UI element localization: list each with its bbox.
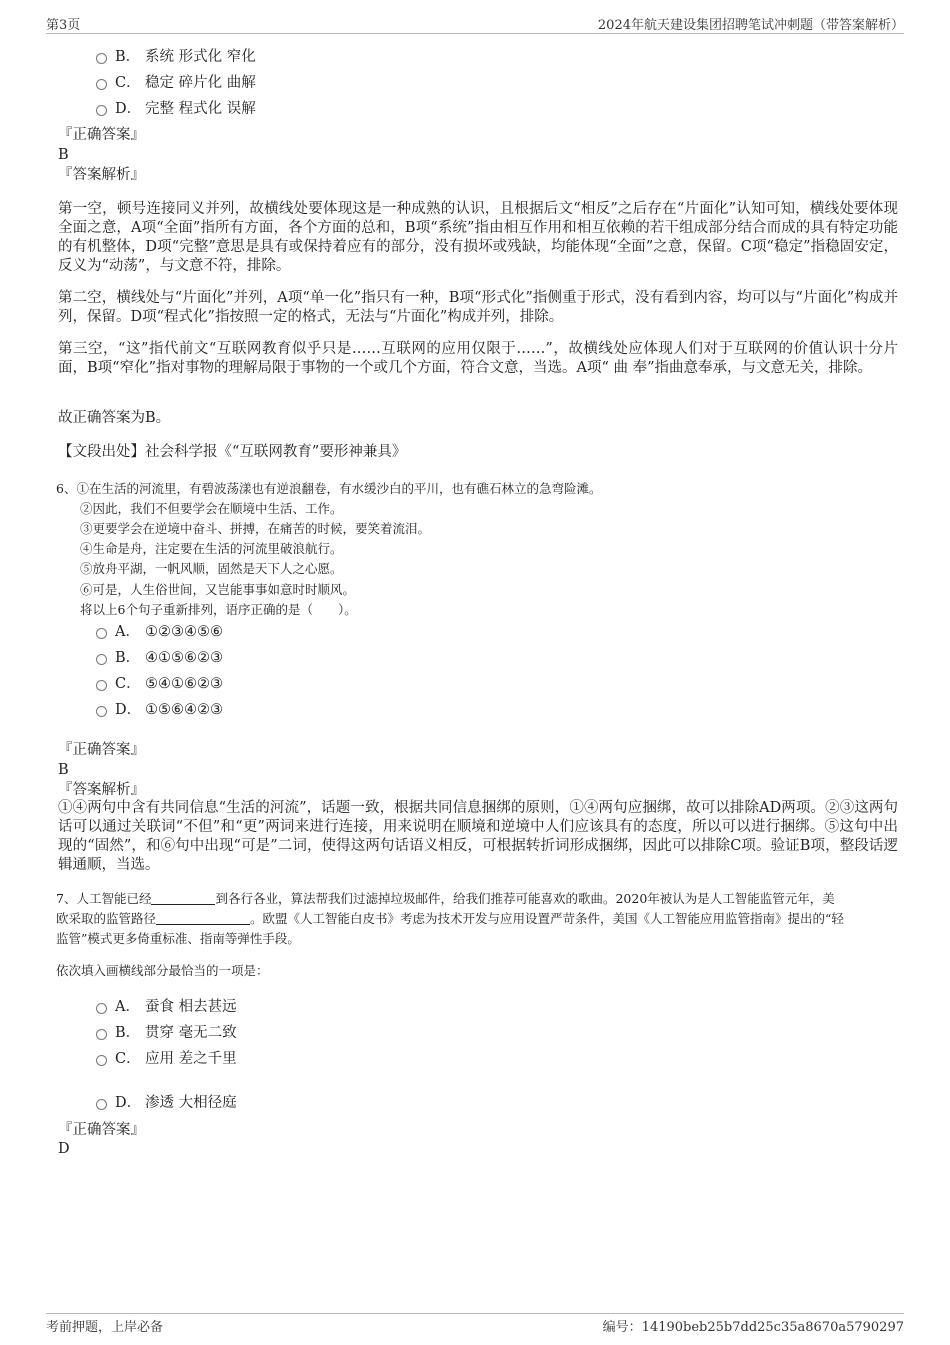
- q7-option-d[interactable]: D． 渗透 大相径庭: [96, 1093, 237, 1113]
- q7-stem-line-2: 欧采取的监管路径 。欧盟《人工智能白皮书》考虑为技术开发与应用设置严苛条件，美国《人工智能应用监管指南》提出的“轻: [56, 911, 844, 926]
- radio-icon[interactable]: [96, 1029, 107, 1040]
- radio-icon[interactable]: [96, 706, 107, 717]
- blank-2: [156, 911, 250, 925]
- q7-option-c[interactable]: C． 应用 差之千里: [96, 1049, 237, 1069]
- document-title: 2024年航天建设集团招聘笔试冲刺题（带答案解析）: [597, 18, 904, 33]
- radio-icon[interactable]: [96, 1003, 107, 1014]
- q5-analysis-paragraph-3: 第三空，“这”指代前文“互联网教育似乎只是……互联网的应用仅限于……”，故横线处应体现人们对于互联网的价值认识十分片面，B项“窄化”指对事物的理解局限于事物的一个或几个方面，符合文意，当选。A项“ 曲 奉”指曲意奉承，与文意无关，排除。: [58, 341, 898, 376]
- document-id: 编号：14190beb25b7dd25c35a8670a5790297: [602, 1320, 904, 1335]
- q7-option-b[interactable]: B． 贯穿 毫无二致: [96, 1023, 237, 1043]
- q6-sentence-3: ③更要学会在逆境中奋斗、拼搏，在痛苦的时候，要笑着流泪。: [80, 521, 431, 536]
- radio-icon[interactable]: [96, 628, 107, 639]
- header-divider: [46, 33, 904, 34]
- q6-analysis-label: 『答案解析』: [58, 782, 145, 798]
- q5-answer-label: 『正确答案』: [58, 127, 145, 143]
- q7-stem-line-1: 7、人工智能已经 到各行各业，算法帮我们过滤掉垃圾邮件，给我们推荐可能喜欢的歌曲。2020年被认为是人工智能监管元年，美: [56, 891, 835, 906]
- q6-option-d[interactable]: D． ①⑤⑥④②③: [96, 700, 223, 720]
- radio-icon[interactable]: [96, 1055, 107, 1066]
- q5-analysis-label: 『答案解析』: [58, 167, 145, 183]
- q6-stem: 6、①在生活的河流里，有碧波荡漾也有逆浪翻卷，有水缓沙白的平川，也有礁石林立的急弯险滩。: [56, 481, 602, 496]
- page-number: 第3页: [46, 18, 81, 33]
- radio-icon[interactable]: [96, 1099, 107, 1110]
- q7-answer: D: [58, 1141, 70, 1157]
- radio-icon[interactable]: [96, 53, 107, 64]
- q5-option-d[interactable]: D． 完整 程式化 误解: [96, 99, 256, 119]
- blank-1: [151, 891, 215, 905]
- q6-option-a[interactable]: A． ①②③④⑤⑥: [96, 622, 223, 642]
- q6-analysis: ①④两句中含有共同信息“生活的河流”，话题一致，根据共同信息捆绑的原则，①④两句应捆绑，故可以排除AD两项。②③这两句话可以通过关联词“不但”和“更”两词来进行连接，用来说明在顺境和逆境中人们应该具有的态度，所以可以进行捆绑。⑤这句中出现的“固然”，和⑥句中出现“可是”二词，使得这两句话语义相反，可根据转折词形成捆绑，因此可以排除C项。验证B项，整段话逻辑通顺，当选。: [58, 800, 898, 873]
- q6-option-b[interactable]: B． ④①⑤⑥②③: [96, 648, 223, 668]
- radio-icon[interactable]: [96, 680, 107, 691]
- radio-icon[interactable]: [96, 79, 107, 90]
- q6-sentence-5: ⑤放舟平湖，一帆风顺，固然是天下人之心愿。: [80, 561, 343, 576]
- q5-conclusion: 故正确答案为B。: [58, 410, 171, 426]
- q6-option-c[interactable]: C． ⑤④①⑥②③: [96, 674, 223, 694]
- q6-sentence-2: ②因此，我们不但要学会在顺境中生活、工作。: [80, 501, 343, 516]
- q5-source: 【文段出处】社会科学报《“互联网教育”要形神兼具》: [58, 444, 407, 460]
- q7-answer-label: 『正确答案』: [58, 1122, 145, 1138]
- q5-analysis-paragraph-2: 第二空，横线处与“片面化”并列，A项“单一化”指只有一种，B项“形式化”指侧重于形式，没有看到内容，均可以与“片面化”构成并列，保留。D项“程式化”指按照一定的格式，无法与“片面化”构成并列，排除。: [58, 290, 898, 325]
- q5-option-c[interactable]: C． 稳定 碎片化 曲解: [96, 73, 256, 93]
- radio-icon[interactable]: [96, 654, 107, 665]
- footer-slogan: 考前押题，上岸必备: [46, 1320, 164, 1335]
- radio-icon[interactable]: [96, 105, 107, 116]
- q5-option-b[interactable]: B． 系统 形式化 窄化: [96, 47, 256, 67]
- footer-divider: [46, 1313, 904, 1314]
- q6-answer: B: [58, 762, 69, 778]
- page-header: [46, 14, 904, 34]
- q6-sentence-6: ⑥可是，人生俗世间，又岂能事事如意时时顺风。: [80, 582, 356, 597]
- q6-prompt: 将以上6个句子重新排列，语序正确的是（ ）。: [80, 602, 357, 617]
- q5-answer: B: [58, 147, 69, 163]
- q7-option-a[interactable]: A． 蚕食 相去甚远: [96, 997, 237, 1017]
- q7-stem-line-3: 监管”模式更多倚重标准、指南等弹性手段。: [56, 931, 300, 946]
- q6-answer-label: 『正确答案』: [58, 742, 145, 758]
- q6-sentence-4: ④生命是舟，注定要在生活的河流里破浪航行。: [80, 541, 343, 556]
- q7-prompt: 依次填入画横线部分最恰当的一项是：: [56, 963, 269, 978]
- q5-analysis-paragraph-1: 第一空，顿号连接同义并列，故横线处要体现这是一种成熟的认识，且根据后文“相反”之后存在“片面化”认知可知，横线处要体现全面之意，A项“全面”指所有方面，各个方面的总和，B项“系统”指由相互作用和相互依赖的若干组成部分结合而成的具有特定功能的有机整体，D项“完整”意思是具有或保持着应有的部分，没有损坏或残缺，均能体现“全面”之意，保留。C项“稳定”指稳固安定，反义为“动荡”，与文意不符，排除。: [58, 201, 898, 274]
